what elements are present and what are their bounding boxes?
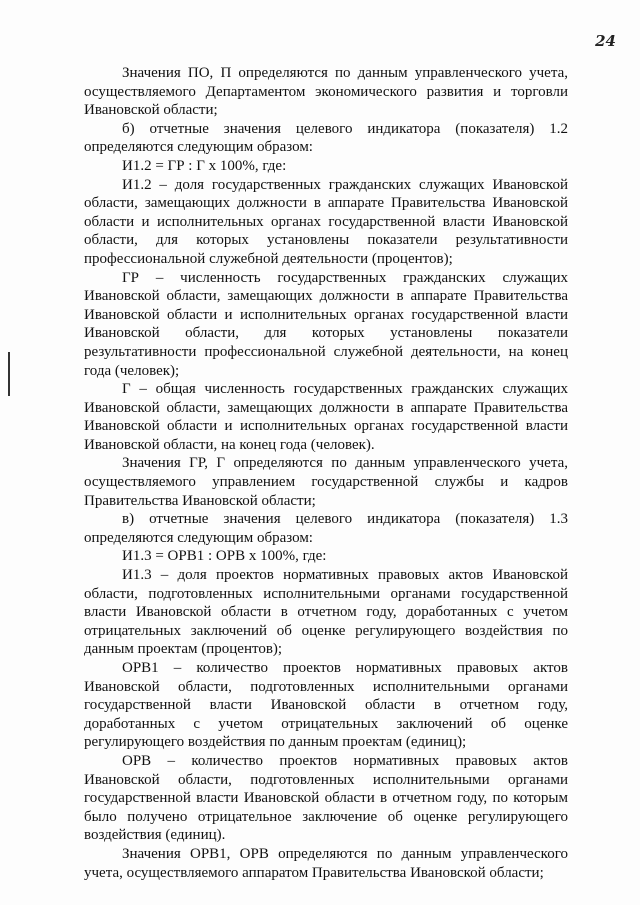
paragraph-i1-3-definition: И1.3 – доля проектов нормативных правовых актов Ивановской области, подготовленных исполнительными органами государственной власти Ивановской области в отчетном году, доработанных с учетом отрицательных заключений об оценке регулирующего воздействия по данным проектам (процентов); (84, 567, 568, 658)
formula-i1-3: И1.3 = ОРВ1 : ОРВ х 100%, где: (122, 548, 327, 565)
document-body (84, 64, 568, 882)
paragraph-orv1-definition: ОРВ1 – количество проектов нормативных правовых актов Ивановской области, подготовленных исполнительными органами государственной власти Ивановской области в отчетном году, доработанных с учетом отрицательных заключений об оценке регулирующего воздействия по данным проектам (единиц); (84, 660, 568, 751)
paragraph-g-definition: Г – общая численность государственных гражданских служащих Ивановской области, замещающих должности в аппарате Правительства Ивановской области и исполнительных органах государственной власти Ивановской области, на конец года (человек). (84, 381, 568, 453)
paragraph-po-p-values: Значения ПО, П определяются по данным управленческого учета, осуществляемого Департаментом экономического развития и торговли Ивановской области; (84, 65, 568, 119)
page-number: 24 (595, 32, 616, 50)
paragraph-orv-definition: ОРВ – количество проектов нормативных правовых актов Ивановской области, подготовленных исполнительными органами государственной власти Ивановской области в отчетном году, по которым было получено отрицательное заключение об оценке регулирующего воздействия (единиц). (84, 752, 568, 844)
paragraph-orv1-orv-values: Значения ОРВ1, ОРВ определяются по данным управленческого учета, осуществляемого аппаратом Правительства Ивановской области; (84, 845, 568, 881)
paragraph-indicator-1-3-intro: в) отчетные значения целевого индикатора (показателя) 1.3 определяются следующим образом: (84, 511, 568, 546)
margin-mark (8, 352, 10, 396)
paragraph-gr-g-values: Значения ГР, Г определяются по данным управленческого учета, осуществляемого управлением государственной службы и кадров Правительства Ивановской области; (84, 455, 568, 509)
paragraph-i1-2-definition: И1.2 – доля государственных гражданских служащих Ивановской области, замещающих должности в аппарате Правительства Ивановской области и исполнительных органах государственной власти Ивановской области, для которых установлены показатели результативности профессиональной служебной деятельности (процентов); (84, 176, 568, 267)
paragraph-indicator-1-2-intro: б) отчетные значения целевого индикатора (показателя) 1.2 определяются следующим образом: (84, 120, 568, 156)
formula-i1-2: И1.2 = ГР : Г х 100%, где: (122, 157, 287, 174)
paragraph-gr-definition: ГР – численность государственных гражданских служащих Ивановской области, замещающих должности в аппарате Правительства Ивановской области и исполнительных органах государственной власти Ивановской области, для которых установлены показатели результативности профессиональной служебной деятельности, на конец года (человек); (84, 269, 568, 379)
